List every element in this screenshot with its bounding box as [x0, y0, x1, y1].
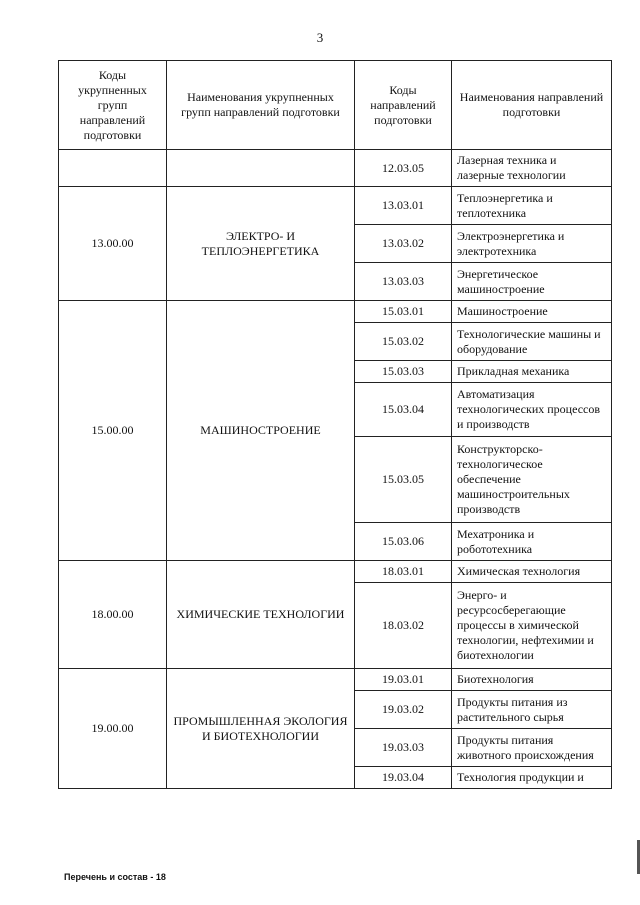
group-name-cell: ЭЛЕКТРО- И ТЕПЛОЭНЕРГЕТИКА [167, 187, 355, 301]
table-row [59, 301, 612, 323]
direction-code-cell: 15.03.04 [355, 383, 452, 437]
direction-name-cell: Химическая технология [452, 561, 612, 583]
direction-name-cell: Автоматизация технологических процессов и производств [452, 383, 612, 437]
table-row [59, 187, 612, 225]
header-group-name: Наименования укрупненных групп направлений подготовки [167, 61, 355, 150]
group-code-cell: 18.00.00 [59, 561, 167, 669]
direction-name-cell: Прикладная механика [452, 361, 612, 383]
specialties-table [58, 60, 612, 789]
direction-code-cell: 13.03.03 [355, 263, 452, 301]
group-code-cell: 15.00.00 [59, 301, 167, 561]
direction-code-cell: 15.03.02 [355, 323, 452, 361]
direction-code-cell: 19.03.01 [355, 669, 452, 691]
header-code: Коды направлений подготовки [355, 61, 452, 150]
direction-name-cell: Мехатроника и робототехника [452, 523, 612, 561]
direction-code-cell: 12.03.05 [355, 150, 452, 187]
table-row [59, 669, 612, 691]
header-group-code: Коды укрупненных групп направлений подготовки [59, 61, 167, 150]
direction-code-cell: 15.03.06 [355, 523, 452, 561]
direction-name-cell: Технологические машины и оборудование [452, 323, 612, 361]
direction-name-cell: Энергетическое машиностроение [452, 263, 612, 301]
direction-name-cell: Теплоэнергетика и теплотехника [452, 187, 612, 225]
direction-code-cell: 19.03.04 [355, 767, 452, 789]
direction-code-cell: 15.03.01 [355, 301, 452, 323]
table-header-row [59, 61, 612, 150]
group-code-cell [59, 150, 167, 187]
group-name-cell: ХИМИЧЕСКИЕ ТЕХНОЛОГИИ [167, 561, 355, 669]
direction-name-cell: Электроэнергетика и электротехника [452, 225, 612, 263]
direction-name-cell: Машиностроение [452, 301, 612, 323]
direction-name-cell: Энерго- и ресурсосберегающие процессы в химической технологии, нефтехимии и биотехнологии [452, 583, 612, 669]
group-name-cell: ПРОМЫШЛЕННАЯ ЭКОЛОГИЯ И БИОТЕХНОЛОГИИ [167, 669, 355, 789]
direction-code-cell: 13.03.02 [355, 225, 452, 263]
group-code-cell: 13.00.00 [59, 187, 167, 301]
footer-label: Перечень и состав - 18 [64, 872, 166, 882]
group-name-cell [167, 150, 355, 187]
direction-code-cell: 19.03.03 [355, 729, 452, 767]
direction-code-cell: 18.03.02 [355, 583, 452, 669]
direction-code-cell: 15.03.03 [355, 361, 452, 383]
table-row [59, 150, 612, 187]
direction-name-cell: Биотехнология [452, 669, 612, 691]
group-code-cell: 19.00.00 [59, 669, 167, 789]
direction-name-cell: Продукты питания животного происхождения [452, 729, 612, 767]
table-row [59, 561, 612, 583]
page-number: 3 [316, 30, 324, 45]
direction-name-cell: Технология продукции и [452, 767, 612, 789]
direction-code-cell: 13.03.01 [355, 187, 452, 225]
direction-code-cell: 18.03.01 [355, 561, 452, 583]
group-name-cell: МАШИНОСТРОЕНИЕ [167, 301, 355, 561]
direction-code-cell: 15.03.05 [355, 437, 452, 523]
direction-name-cell: Продукты питания из растительного сырья [452, 691, 612, 729]
header-name: Наименования направлений подготовки [452, 61, 612, 150]
direction-name-cell: Лазерная техника и лазерные технологии [452, 150, 612, 187]
direction-code-cell: 19.03.02 [355, 691, 452, 729]
direction-name-cell: Конструкторско-технологическое обеспечение машиностроительных производств [452, 437, 612, 523]
table-body [59, 150, 612, 789]
